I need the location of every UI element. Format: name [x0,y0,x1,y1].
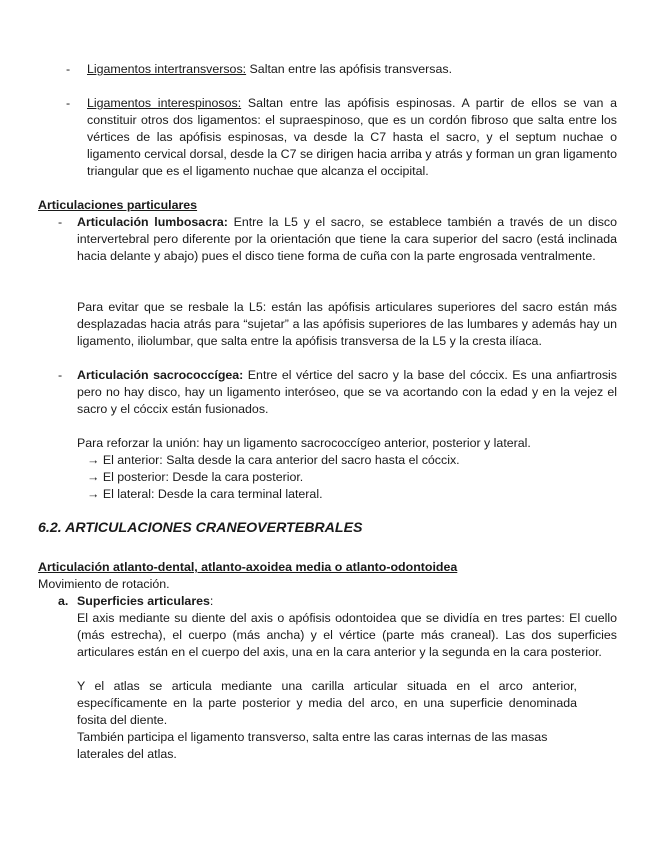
movement-text: Movimiento de rotación. [38,577,170,591]
item-text: Saltan entre las apófisis transversas. [246,62,453,76]
arrow-item: → El lateral: Desde la cara terminal lateral. [87,487,323,501]
arrow-item: → El anterior: Salta desde la cara anterior del sacro hasta el cóccix. [87,453,460,467]
arrow-item: → El posterior: Desde la cara posterior. [87,470,304,484]
item-heading: Superficies articulares: [77,594,214,608]
list-dash: - [58,215,63,229]
list-item-intertransversos [87,61,617,78]
list-dash: - [66,96,71,110]
item-letter: a. [58,594,69,608]
list-dash: - [58,368,63,382]
list-item-sacrococcigea [77,367,617,418]
item-text: Entre el vértice del sacro y la base del cóccix. Es una anfiartrosis pero no hay disco, hay un ligamento interóseo, que se va acortando con la edad y en la vejez el sacro y el cóccix están fusionados. [77,368,617,416]
item-title: Articulación sacrococcígea: [77,368,244,382]
subsection-heading: Articulación atlanto-dental, atlanto-axoidea media o atlanto-odontoidea [38,560,458,574]
list-item-interespinosos [87,95,617,180]
item-title: Ligamentos intertransversos: [87,62,247,76]
list-item-lumbosacra [77,214,617,265]
section-heading: Articulaciones particulares [38,198,198,212]
paragraph: El axis mediante su diente del axis o apófisis odontoidea que se dividía en tres partes: El cuello (más estrecha), el cuerpo (más ancha) y el vértice (parte más craneal). Las dos superficies articulares están en el cuerpo del axis, una en la cara anterior y la segunda en la cara posterior. [77,611,617,659]
paragraph: Para reforzar la unión: hay un ligamento sacrococcígeo anterior, posterior y lateral. [77,436,531,450]
paragraph: Para evitar que se resbale la L5: están las apófisis articulares superiores del sacro están más desplazadas hacia atrás para “sujetar” a las apófisis superiores de las lumbares y además hay un ligamento, iliolumbar, que salta entre la apófisis transversa de la L5 y la cresta ilíaca. [77,300,617,348]
paragraph: También participa el ligamento transverso, salta entre las caras internas de las masas laterales del atlas. [77,730,548,761]
item-text: Entre la L5 y el sacro, se establece también a través de un disco intervertebral pero diferente por la orientación que tiene la cara superior del sacro (está inclinada hacia delante y abajo) pues el disco tiene forma de cuña con la parte engrosada ventralmente. [77,215,617,263]
section-title: 6.2. ARTICULACIONES CRANEOVERTEBRALES [38,520,363,536]
paragraph: Y el atlas se articula mediante una carilla articular situada en el arco anterior, específicamente en la parte posterior y media del arco, en una superficie denominada fosita del diente. [77,679,577,727]
item-title: Ligamentos interespinosos: [87,96,242,110]
item-text: Saltan entre las apófisis espinosas. A partir de ellos se van a constituir otros dos ligamentos: el supraespinoso, que es un cordón fibroso que salta entre los vértices de las apófisis espinosas, va desde la C7 hasta el sacro, y el septum nuchae o ligamento cervical dorsal, desde la C7 se dirigen hacia arriba y atrás y forman un gran ligamento triangular que es el ligamento nuchae que alcanza el occipital. [87,96,617,178]
list-dash: - [66,62,71,76]
item-title: Articulación lumbosacra: [77,215,228,229]
